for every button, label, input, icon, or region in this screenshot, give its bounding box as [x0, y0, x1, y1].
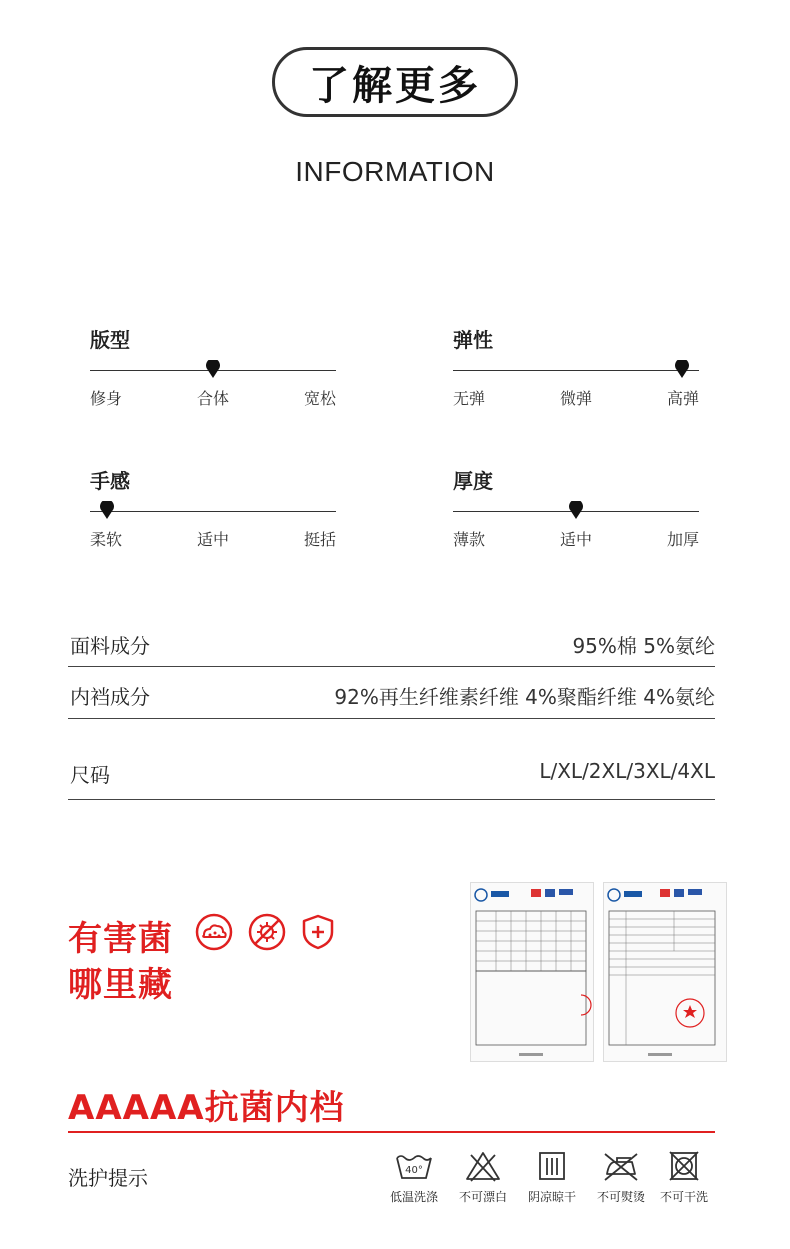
spec-key: 内裆成分: [70, 685, 150, 709]
metric-scale-line: [90, 511, 336, 512]
wash-item-low-temp: [382, 1150, 446, 1205]
wash-item-no-bleach: [451, 1150, 515, 1205]
wash-temp-label: 40°: [405, 1165, 423, 1176]
metric-label-high: 加厚: [666, 530, 699, 549]
no-bleach-icon: [463, 1150, 503, 1182]
antibacterial-headline-1: 有害菌: [68, 919, 173, 959]
spec-row-gusset: [68, 667, 715, 719]
spec-value: 95%棉 5%氨纶: [572, 634, 715, 658]
spec-row-fabric: [68, 618, 715, 667]
section-title-badge: [272, 47, 518, 117]
antibacterial-subtitle: AAAAA抗菌内档: [68, 1088, 345, 1128]
metric-title: 手感: [90, 469, 130, 493]
wash-item-no-dry-clean: [652, 1150, 716, 1205]
metric-title: 厚度: [453, 469, 493, 493]
wash-40-icon: [394, 1150, 434, 1182]
metric-title: 弹性: [453, 328, 493, 352]
metric-label-mid: 微弹: [559, 389, 593, 408]
wash-label: 不可漂白: [458, 1190, 507, 1204]
spec-key: 面料成分: [70, 634, 150, 658]
section-title-cn: 了解更多: [309, 62, 481, 109]
wash-item-shade-dry: [520, 1150, 584, 1205]
red-divider: [68, 1131, 715, 1133]
metric-label-mid: 合体: [196, 389, 230, 408]
wash-label: 不可熨烫: [596, 1190, 645, 1204]
no-iron-icon: [601, 1150, 641, 1182]
shade-dry-icon: [532, 1150, 572, 1182]
spec-value: L/XL/2XL/3XL/4XL: [539, 759, 715, 783]
section-title-en: INFORMATION: [295, 156, 495, 187]
spec-row-size: [68, 719, 715, 800]
test-report-image-2: [603, 882, 727, 1062]
metric-thickness: [453, 465, 699, 555]
metric-label-low: 修身: [90, 389, 123, 408]
metric-label-mid: 适中: [196, 530, 230, 549]
metric-label-low: 无弹: [453, 389, 486, 408]
metric-title: 版型: [90, 328, 130, 352]
spec-key: 尺码: [70, 763, 110, 787]
wash-label: 不可干洗: [659, 1190, 708, 1204]
no-tumble-dry-icon: [664, 1150, 704, 1182]
no-bacteria-icon: [248, 913, 286, 951]
metric-label-high: 宽松: [303, 389, 336, 408]
wash-title: 洗护提示: [68, 1166, 148, 1190]
test-report-image-1: [470, 882, 594, 1062]
wash-label: 阴凉晾干: [527, 1190, 576, 1204]
metric-label-low: 薄款: [453, 530, 486, 549]
metric-label-low: 柔软: [90, 530, 123, 549]
metric-fit: [90, 324, 336, 414]
metric-elasticity: [453, 324, 699, 414]
antibacterial-headline-2: 哪里藏: [68, 965, 173, 1005]
metric-label-high: 高弹: [666, 389, 699, 408]
bacteria-cloud-icon: [195, 913, 233, 951]
shield-plus-icon: [299, 913, 337, 951]
metric-hand-feel: [90, 465, 336, 555]
wash-item-no-iron: [589, 1150, 653, 1205]
metric-label-mid: 适中: [559, 530, 593, 549]
wash-label: 低温洗涤: [389, 1190, 438, 1204]
metric-label-high: 挺括: [303, 530, 336, 549]
metric-scale-line: [453, 370, 699, 371]
spec-value: 92%再生纤维素纤维 4%聚酯纤维 4%氨纶: [334, 685, 715, 709]
